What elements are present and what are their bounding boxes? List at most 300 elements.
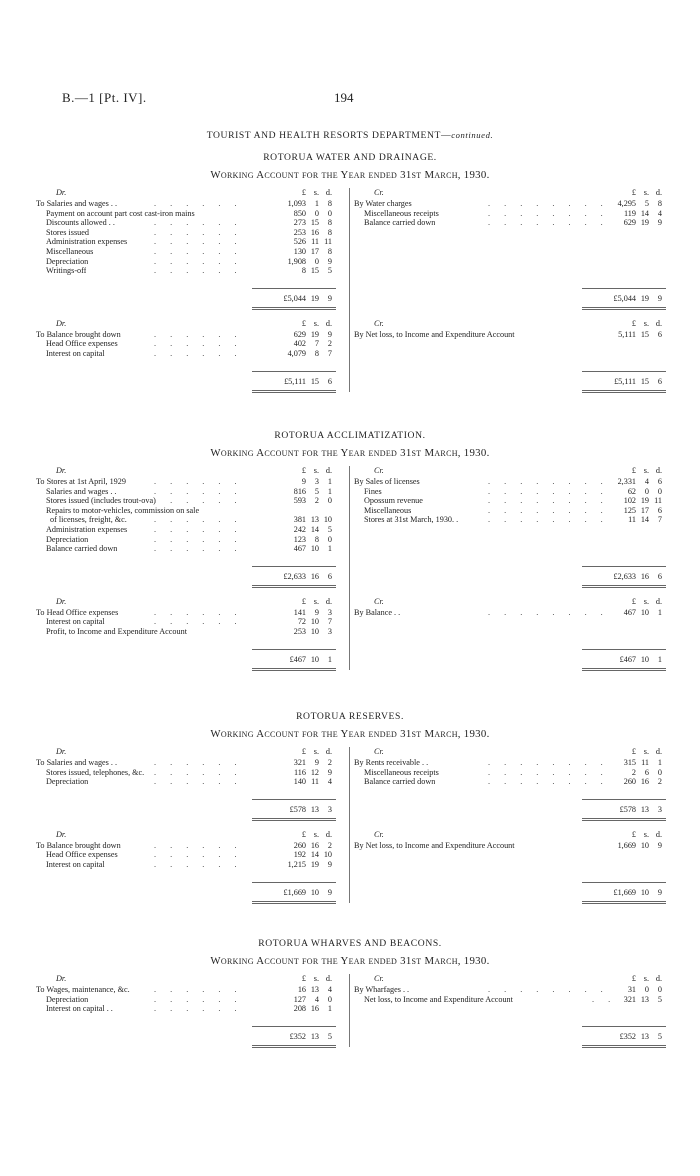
- entry-amount-shillings: 3: [314, 477, 319, 486]
- dr-total-pence: 6: [327, 376, 332, 386]
- entry-amount-pence: 4: [327, 777, 332, 787]
- entry-amount-shillings: 2: [314, 496, 319, 506]
- entry-label: By Wharfages . .: [354, 985, 410, 994]
- entry-amount-shillings: 17: [310, 247, 319, 256]
- entry-amount-pence: 10: [323, 850, 332, 860]
- entry-amount: [276, 228, 332, 238]
- debit-entry: [36, 339, 346, 349]
- entry-amount-pounds: 315: [623, 758, 636, 767]
- entry-amount: [606, 218, 662, 228]
- leader-dots: . . . . . .: [154, 199, 243, 208]
- leader-dots: . . . . . . . .: [488, 985, 609, 994]
- cr-total-pounds: £352: [619, 1031, 636, 1041]
- entry-amount-pence: 0: [657, 985, 662, 994]
- entry-amount: [606, 841, 662, 851]
- debit-entry: [36, 1004, 346, 1014]
- dr-lsd-heading-shillings: s.: [313, 596, 319, 606]
- entry-amount: [276, 209, 332, 219]
- cr-total-rule-top: [582, 371, 666, 372]
- debit-entry: [36, 199, 346, 209]
- cr-lsd-heading-shillings: s.: [643, 829, 649, 839]
- dr-lsd-heading-shillings: s.: [313, 829, 319, 839]
- cr-total-rule-top: [582, 1026, 666, 1027]
- dr-total-rule-bottom: [252, 307, 336, 310]
- entry-amount-pounds: 2: [631, 767, 636, 777]
- dr-lsd-heading-pence: d.: [325, 318, 332, 328]
- cr-total-shillings: 19: [640, 293, 649, 303]
- entry-amount-pence: 4: [327, 985, 332, 994]
- entry-label: By Net loss, to Income and Expenditure Account: [354, 329, 515, 339]
- leader-dots: . . . . . .: [154, 349, 243, 358]
- cr-lsd-heading-pence: d.: [655, 188, 662, 197]
- debit-entry: [36, 758, 346, 768]
- column-divider: [349, 747, 350, 903]
- entry-label: Payment on account part cost cast-iron mains: [46, 208, 195, 218]
- account-title: ROTORUA WHARVES AND BEACONS.: [258, 938, 442, 949]
- credit-entry: [354, 758, 666, 768]
- dr-total: [276, 571, 332, 583]
- dr-lsd-heading-pounds: £: [301, 596, 306, 606]
- entry-amount-shillings: 8: [314, 349, 319, 358]
- entry-amount: [606, 487, 662, 497]
- account-title: ROTORUA WATER AND DRAINAGE.: [263, 152, 437, 163]
- dr-total-shillings: 19: [310, 293, 319, 303]
- leader-dots: . . . . . .: [154, 767, 243, 777]
- cr-lsd-heading-pounds: £: [631, 466, 636, 475]
- dr-total-rule-top: [252, 799, 336, 800]
- entry-amount: [276, 339, 332, 349]
- entry-amount-pence: 10: [323, 515, 332, 525]
- entry-label: By Water charges: [354, 199, 412, 208]
- leader-dots: . . . . . .: [154, 515, 243, 525]
- dr-total-pounds: £5,044: [283, 293, 306, 303]
- debit-heading: Dr.: [56, 829, 67, 839]
- entry-label: Miscellaneous receipts: [364, 767, 439, 777]
- dr-total-shillings: 10: [310, 887, 319, 897]
- credit-entry: [354, 199, 666, 209]
- entry-amount: [606, 768, 662, 778]
- entry-label: Writings-off: [46, 266, 87, 276]
- entry-amount-shillings: 13: [310, 985, 319, 994]
- entry-amount: [276, 617, 332, 627]
- entry-amount-pounds: 125: [623, 505, 636, 515]
- debit-entry: [36, 850, 346, 860]
- entry-amount-pounds: 102: [623, 496, 636, 506]
- debit-entry: [36, 247, 346, 257]
- dr-lsd-heading: [276, 597, 332, 607]
- entry-amount-pence: 2: [327, 339, 332, 349]
- entry-amount-pence: 1: [327, 1004, 332, 1014]
- entry-amount: [606, 985, 662, 995]
- debit-entry: [36, 627, 346, 637]
- leader-dots: . . . . . . . .: [488, 218, 609, 228]
- cr-column-heads: [354, 597, 666, 607]
- credit-entry: [354, 777, 666, 787]
- entry-amount-pence: 8: [327, 218, 332, 228]
- entry-amount-shillings: 5: [314, 486, 319, 496]
- cr-lsd-heading-pence: d.: [655, 974, 662, 983]
- entry-amount-shillings: 16: [640, 777, 649, 787]
- dr-total-pence: 9: [327, 293, 332, 303]
- dr-lsd-heading-pounds: £: [301, 829, 306, 839]
- entry-amount-shillings: 13: [310, 515, 319, 525]
- leader-dots: . . . . . .: [154, 266, 243, 276]
- dr-total-pounds: £1,669: [283, 887, 306, 897]
- entry-amount-pounds: 593: [293, 496, 306, 506]
- debit-entry: [36, 777, 346, 787]
- entry-amount-pence: 7: [327, 617, 332, 627]
- cr-total-pounds: £578: [619, 804, 636, 814]
- entry-amount-shillings: 15: [640, 329, 649, 339]
- entry-amount-pence: 8: [657, 199, 662, 208]
- credit-entry: [354, 496, 666, 506]
- credit-heading: Cr.: [374, 188, 384, 197]
- entry-label: Depreciation: [46, 777, 89, 787]
- dr-total-pounds: £467: [289, 654, 306, 664]
- cr-column-heads: [354, 830, 666, 840]
- dr-total-pence: 9: [327, 887, 332, 897]
- cr-lsd-heading-pence: d.: [655, 318, 662, 328]
- entry-amount-shillings: 10: [640, 840, 649, 850]
- entry-amount-pounds: 467: [293, 544, 306, 554]
- cr-total: [606, 1031, 662, 1043]
- dr-total-rule-top: [252, 649, 336, 650]
- cr-lsd-heading-pence: d.: [655, 829, 662, 839]
- debit-heading: Dr.: [56, 747, 67, 756]
- debit-heading: Dr.: [56, 466, 67, 475]
- cr-total: [606, 293, 662, 305]
- entry-amount-pence: 2: [657, 777, 662, 787]
- entry-amount-pounds: 4,295: [617, 199, 636, 208]
- dr-lsd-heading-shillings: s.: [313, 318, 319, 328]
- leader-dots: . . . . . . . .: [488, 767, 609, 777]
- entry-amount-shillings: 0: [314, 208, 319, 218]
- credit-heading: Cr.: [374, 747, 384, 756]
- dr-lsd-heading: [276, 466, 332, 476]
- credit-heading: Cr.: [374, 829, 384, 839]
- dr-lsd-heading-pounds: £: [301, 974, 306, 983]
- debit-entry: [36, 266, 346, 276]
- entry-amount: [276, 1004, 332, 1014]
- entry-amount-shillings: 11: [641, 758, 649, 767]
- entry-amount: [276, 330, 332, 340]
- entry-amount: [276, 237, 332, 247]
- entry-label: Stores issued (includes trout-ova): [46, 496, 156, 506]
- cr-total-pence: 6: [657, 571, 662, 581]
- entry-amount-pounds: 1,215: [287, 860, 306, 869]
- dr-lsd-heading-shillings: s.: [313, 974, 319, 983]
- credit-entry: [354, 768, 666, 778]
- account-subtitle: Working Account for the Year ended 31st March, 1930.: [210, 955, 490, 967]
- cr-total-rule-bottom: [582, 818, 666, 821]
- debit-entry: [36, 985, 346, 995]
- cr-lsd-heading-pounds: £: [631, 974, 636, 983]
- entry-amount-shillings: 14: [640, 515, 649, 525]
- cr-lsd-heading-shillings: s.: [643, 974, 649, 983]
- entry-amount-pounds: 526: [293, 237, 306, 247]
- entry-amount-shillings: 4: [314, 994, 319, 1004]
- leader-dots: . . . . . .: [154, 227, 243, 237]
- cr-total-shillings: 10: [640, 887, 649, 897]
- entry-amount-shillings: 0: [644, 486, 649, 496]
- cr-total-pence: 6: [657, 376, 662, 386]
- leader-dots: . . . . . .: [154, 607, 243, 617]
- entry-amount-shillings: 7: [314, 339, 319, 349]
- leader-dots: . . . . . .: [154, 477, 243, 486]
- entry-label: Net loss, to Income and Expenditure Account: [364, 994, 513, 1004]
- entry-label: Head Office expenses: [46, 850, 118, 860]
- leader-dots: . . . . . .: [154, 860, 243, 869]
- entry-amount-pence: 8: [327, 247, 332, 256]
- entry-amount-pence: 5: [327, 266, 332, 276]
- entry-amount: [606, 199, 662, 209]
- entry-amount: [606, 496, 662, 506]
- dr-lsd-heading-pounds: £: [301, 466, 306, 475]
- department-heading: TOURIST AND HEALTH RESORTS DEPARTMENT—continued.: [206, 130, 494, 141]
- entry-amount-pounds: 141: [293, 607, 306, 617]
- entry-amount-pounds: 402: [293, 339, 306, 349]
- entry-amount-pounds: 208: [293, 1004, 306, 1014]
- entry-amount: [606, 777, 662, 787]
- entry-amount-pence: 0: [327, 208, 332, 218]
- dr-total-pence: 3: [327, 804, 332, 814]
- dr-total-rule-bottom: [252, 1045, 336, 1048]
- entry-amount-pounds: 192: [293, 850, 306, 860]
- dr-lsd-heading-pence: d.: [325, 747, 332, 756]
- cr-total-pounds: £1,669: [613, 887, 636, 897]
- column-divider: [349, 974, 350, 1047]
- entry-amount-pounds: 16: [297, 985, 306, 994]
- entry-label: Administration expenses: [46, 525, 128, 534]
- cr-total-shillings: 13: [640, 1031, 649, 1041]
- entry-amount-pence: 6: [657, 329, 662, 339]
- entry-amount-pence: 11: [324, 237, 332, 247]
- entry-amount-pence: 9: [327, 256, 332, 266]
- entry-amount-shillings: 15: [310, 266, 319, 276]
- dr-total-rule-top: [252, 566, 336, 567]
- entry-label: Miscellaneous: [364, 505, 412, 515]
- credit-entry: [354, 209, 666, 219]
- dr-lsd-heading: [276, 188, 332, 198]
- entry-amount-pence: 0: [657, 486, 662, 496]
- credit-heading: Cr.: [374, 466, 384, 475]
- dr-lsd-heading: [276, 974, 332, 984]
- cr-column-heads: [354, 188, 666, 198]
- cr-lsd-heading: [606, 974, 662, 984]
- entry-amount: [606, 995, 662, 1005]
- entry-amount-shillings: 16: [310, 1004, 319, 1014]
- leader-dots: . . . . . . . .: [488, 758, 609, 767]
- entry-label: By Rents receivable . .: [354, 758, 429, 767]
- entry-amount-pounds: 116: [294, 767, 306, 777]
- leader-dots: . . . . . .: [154, 534, 243, 544]
- entry-amount-pence: 8: [327, 199, 332, 208]
- entry-amount-pounds: 127: [293, 994, 306, 1004]
- debit-entry: [36, 209, 346, 219]
- entry-amount-pounds: 321: [293, 758, 306, 767]
- debit-entry: [36, 496, 346, 506]
- dr-column-heads: [36, 319, 346, 329]
- entry-amount: [276, 544, 332, 554]
- debit-heading: Dr.: [56, 318, 67, 328]
- entry-label: Profit, to Income and Expenditure Account: [46, 627, 187, 636]
- entry-amount-shillings: 11: [311, 237, 319, 247]
- entry-amount-pounds: 123: [293, 534, 306, 544]
- entry-amount: [276, 777, 332, 787]
- leader-dots: . . . . . .: [154, 1004, 243, 1014]
- entry-amount-pence: 4: [657, 208, 662, 218]
- entry-amount-shillings: 16: [310, 227, 319, 237]
- entry-amount-pounds: 1,669: [617, 840, 636, 850]
- page-number: 194: [334, 90, 354, 105]
- entry-amount-shillings: 11: [311, 777, 319, 787]
- entry-amount-shillings: 14: [310, 525, 319, 534]
- credit-heading: Cr.: [374, 974, 384, 983]
- leader-dots: . . . . . .: [154, 985, 243, 994]
- entry-amount-shillings: 19: [310, 860, 319, 869]
- dr-lsd-heading-pounds: £: [301, 188, 306, 197]
- entry-amount: [276, 860, 332, 870]
- entry-amount-shillings: 9: [314, 607, 319, 617]
- dr-total-rule-bottom: [252, 390, 336, 393]
- dr-column-heads: [36, 466, 346, 476]
- cr-total-rule-top: [582, 799, 666, 800]
- dr-total-rule-top: [252, 371, 336, 372]
- entry-amount-shillings: 0: [644, 985, 649, 994]
- dr-lsd-heading-shillings: s.: [313, 466, 319, 475]
- cr-total-pence: 5: [657, 1031, 662, 1041]
- cr-total-rule-bottom: [582, 1045, 666, 1048]
- dr-total-pounds: £578: [289, 804, 306, 814]
- cr-total: [606, 654, 662, 666]
- entry-amount-pence: 8: [327, 227, 332, 237]
- cr-lsd-heading-shillings: s.: [643, 747, 649, 756]
- leader-dots: . . . . . .: [154, 256, 243, 266]
- entry-amount-pounds: 253: [293, 627, 306, 636]
- dr-column-heads: [36, 597, 346, 607]
- entry-amount-pounds: 260: [623, 777, 636, 787]
- cr-total-pounds: £5,044: [613, 293, 636, 303]
- entry-amount-pence: 9: [327, 329, 332, 339]
- dr-lsd-heading-pounds: £: [301, 747, 306, 756]
- debit-entry: [36, 860, 346, 870]
- entry-label: Administration expenses: [46, 237, 128, 247]
- entry-amount-shillings: 6: [644, 767, 649, 777]
- dr-total: [276, 654, 332, 666]
- entry-label: To Balance brought down: [36, 329, 121, 339]
- account-title: ROTORUA ACCLIMATIZATION.: [274, 430, 426, 441]
- debit-entry: [36, 608, 346, 618]
- entry-amount-shillings: 17: [640, 505, 649, 515]
- entry-label: Interest on capital: [46, 860, 105, 869]
- entry-amount-pounds: 11: [628, 515, 636, 525]
- entry-label: Depreciation: [46, 256, 89, 266]
- dr-total: [276, 804, 332, 816]
- dr-lsd-heading-pence: d.: [325, 829, 332, 839]
- cr-column-heads: [354, 747, 666, 757]
- entry-amount: [606, 506, 662, 516]
- entry-amount: [276, 266, 332, 276]
- leader-dots: . .: [592, 994, 617, 1004]
- dr-total-shillings: 15: [310, 376, 319, 386]
- leader-dots: . . . . . .: [154, 617, 243, 627]
- dr-total-shillings: 10: [310, 654, 319, 664]
- cr-lsd-heading-pence: d.: [655, 466, 662, 475]
- entry-label: of licenses, freight, &c.: [50, 515, 127, 525]
- entry-amount: [276, 535, 332, 545]
- credit-entry: [354, 515, 666, 525]
- column-divider: [349, 188, 350, 392]
- credit-heading: Cr.: [374, 596, 384, 606]
- leader-dots: . . . . . . . .: [488, 515, 609, 525]
- entry-amount-pence: 2: [327, 758, 332, 767]
- entry-label: Stores issued: [46, 227, 89, 237]
- entry-label: By Balance . .: [354, 607, 401, 617]
- leader-dots: . . . . . . . .: [488, 477, 609, 486]
- dr-total-shillings: 16: [310, 571, 319, 581]
- credit-entry: [354, 218, 666, 228]
- entry-amount: [276, 247, 332, 257]
- entry-amount-shillings: 8: [314, 534, 319, 544]
- cr-total: [606, 887, 662, 899]
- entry-amount-pounds: 140: [293, 777, 306, 787]
- entry-amount: [276, 841, 332, 851]
- cr-total-pence: 9: [657, 293, 662, 303]
- cr-lsd-heading: [606, 597, 662, 607]
- entry-amount: [276, 768, 332, 778]
- leader-dots: . . . . . .: [154, 544, 243, 554]
- dr-lsd-heading-pence: d.: [325, 466, 332, 475]
- cr-lsd-heading-pounds: £: [631, 188, 636, 197]
- cr-lsd-heading: [606, 830, 662, 840]
- dr-lsd-heading-pence: d.: [325, 596, 332, 606]
- entry-amount-pounds: 2,331: [617, 477, 636, 486]
- debit-entry: [36, 995, 346, 1005]
- leader-dots: . . . . . .: [154, 486, 243, 496]
- entry-amount-shillings: 14: [310, 850, 319, 860]
- entry-label: To Balance brought down: [36, 840, 121, 850]
- debit-entry: [36, 218, 346, 228]
- debit-entry: [36, 506, 346, 516]
- cr-lsd-heading-pounds: £: [631, 829, 636, 839]
- entry-label: To Wages, maintenance, &c.: [36, 985, 130, 994]
- entry-amount: [276, 627, 332, 637]
- dr-total-pence: 6: [327, 571, 332, 581]
- leader-dots: . . . . . . . .: [488, 777, 609, 787]
- entry-amount: [606, 477, 662, 487]
- cr-total: [606, 571, 662, 583]
- entry-amount: [276, 199, 332, 209]
- entry-amount-pence: 3: [327, 627, 332, 636]
- dr-lsd-heading-pence: d.: [325, 188, 332, 197]
- cr-total-pounds: £2,633: [613, 571, 636, 581]
- dr-lsd-heading: [276, 747, 332, 757]
- leader-dots: . . . . . .: [154, 218, 243, 228]
- entry-label: Balance carried down: [364, 777, 436, 787]
- entry-amount-pence: 5: [657, 994, 662, 1004]
- entry-amount: [276, 850, 332, 860]
- leader-dots: . . . . . . . .: [488, 199, 609, 208]
- cr-total-rule-bottom: [582, 307, 666, 310]
- cr-total-rule-top: [582, 288, 666, 289]
- cr-total-shillings: 15: [640, 376, 649, 386]
- entry-amount-shillings: 10: [310, 617, 319, 627]
- leader-dots: . . . . . .: [154, 994, 243, 1004]
- dr-total-rule-bottom: [252, 585, 336, 588]
- entry-amount-shillings: 19: [640, 496, 649, 506]
- entry-amount: [276, 257, 332, 267]
- account-subtitle: Working Account for the Year ended 31st March, 1930.: [210, 169, 490, 181]
